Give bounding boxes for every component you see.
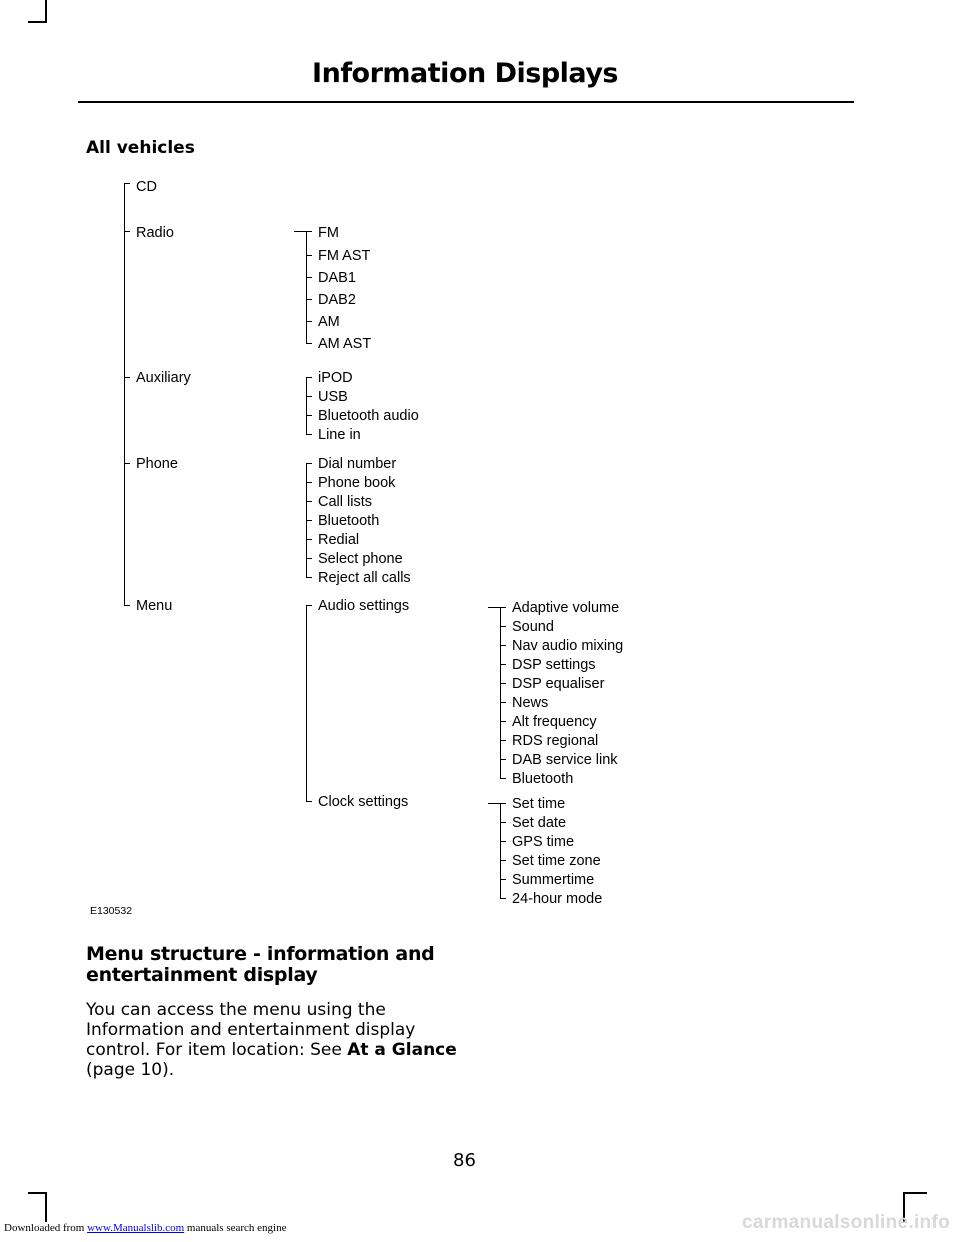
phone-item: Dial number	[318, 456, 397, 472]
menu-item-radio: Radio	[136, 225, 174, 241]
tree-connector	[500, 860, 506, 861]
audio-settings-item: Adaptive volume	[512, 600, 620, 616]
clock-settings-item: Set time	[512, 796, 566, 812]
tree-connector	[500, 759, 506, 760]
tree-connector	[306, 501, 312, 502]
tree-connector	[500, 841, 506, 842]
tree-connector	[306, 558, 312, 559]
tree-connector	[500, 721, 506, 722]
phone-item: Reject all calls	[318, 570, 411, 586]
tree-connector	[500, 683, 506, 684]
tree-connector	[306, 415, 312, 416]
radio-item: FM AST	[318, 248, 371, 264]
tree-connector	[500, 778, 506, 779]
radio-item: FM	[318, 225, 339, 241]
audio-settings-item: RDS regional	[512, 733, 599, 749]
tree-connector	[488, 803, 506, 804]
cross-reference-link[interactable]: At a Glance	[347, 1040, 457, 1060]
tree-connector	[124, 231, 130, 232]
audio-settings-item: News	[512, 695, 549, 711]
tree-connector	[500, 626, 506, 627]
tree-connector	[500, 645, 506, 646]
tree-connector	[306, 231, 307, 344]
clock-settings-item: GPS time	[512, 834, 575, 850]
download-footer	[4, 1222, 286, 1234]
body-paragraph	[86, 1000, 466, 1080]
tree-connector	[306, 434, 312, 435]
tree-connector	[124, 605, 130, 606]
watermark: carmanualsonline.info	[742, 1212, 950, 1233]
crop-mark-top-left	[28, 21, 47, 23]
auxiliary-item: Bluetooth audio	[318, 408, 419, 424]
tree-connector	[124, 183, 125, 605]
radio-item: DAB1	[318, 270, 356, 286]
footer-suffix: manuals search engine	[184, 1222, 287, 1234]
tree-connector	[306, 520, 312, 521]
tree-connector	[306, 539, 312, 540]
tree-connector	[500, 898, 506, 899]
clock-settings-item: Summertime	[512, 872, 595, 888]
tree-connector	[500, 607, 501, 778]
tree-connector	[500, 822, 506, 823]
audio-settings-item: Nav audio mixing	[512, 638, 624, 654]
radio-item: AM	[318, 314, 340, 330]
tree-connector	[294, 231, 312, 232]
page-number: 86	[453, 1150, 476, 1171]
tree-connector	[306, 396, 312, 397]
tree-connector	[306, 277, 312, 278]
clock-settings-item: Set date	[512, 815, 567, 831]
menu-sub-item-clock-settings: Clock settings	[318, 794, 409, 810]
tree-connector	[500, 664, 506, 665]
clock-settings-item: Set time zone	[512, 853, 601, 869]
tree-connector	[124, 377, 130, 378]
manualslib-link[interactable]: www.Manualslib.com	[87, 1222, 185, 1234]
menu-item-cd: CD	[136, 179, 157, 195]
phone-item: Call lists	[318, 494, 372, 510]
phone-item: Redial	[318, 532, 360, 548]
tree-connector	[306, 482, 312, 483]
body-text-part: You can access the menu using the Information and entertainment display control. For item location: See	[86, 1000, 416, 1060]
tree-connector	[306, 605, 307, 801]
tree-connector	[306, 605, 312, 606]
tree-connector	[306, 299, 312, 300]
crop-mark-top-left	[45, 0, 47, 22]
menu-item-menu: Menu	[136, 598, 173, 614]
tree-connector	[306, 343, 312, 344]
radio-item: AM AST	[318, 336, 372, 352]
figure-id: E130532	[90, 905, 133, 917]
tree-connector	[306, 255, 312, 256]
auxiliary-item: USB	[318, 389, 348, 405]
footer-prefix: Downloaded from	[4, 1222, 88, 1234]
page-title: Information Displays	[312, 58, 618, 89]
tree-connector	[306, 801, 312, 802]
tree-connector	[306, 463, 312, 464]
crop-mark-bottom-left	[45, 1192, 47, 1222]
menu-item-phone: Phone	[136, 456, 178, 472]
body-text-part: (page 10).	[86, 1060, 175, 1080]
clock-settings-item: 24-hour mode	[512, 891, 603, 907]
crop-mark-bottom-right	[905, 1192, 927, 1194]
tree-connector	[500, 879, 506, 880]
audio-settings-item: DAB service link	[512, 752, 618, 768]
phone-item: Bluetooth	[318, 513, 380, 529]
phone-item: Select phone	[318, 551, 403, 567]
audio-settings-item: Bluetooth	[512, 771, 574, 787]
tree-connector	[306, 377, 312, 378]
sub-heading: Menu structure - information and entertainment display	[86, 943, 435, 986]
tree-connector	[488, 607, 506, 608]
tree-connector	[500, 702, 506, 703]
menu-sub-item-audio-settings: Audio settings	[318, 598, 410, 614]
audio-settings-item: DSP settings	[512, 657, 596, 673]
tree-connector	[306, 577, 312, 578]
menu-item-auxiliary: Auxiliary	[136, 370, 191, 386]
audio-settings-item: Alt frequency	[512, 714, 597, 730]
tree-connector	[500, 803, 501, 899]
tree-connector	[124, 463, 130, 464]
tree-connector	[500, 740, 506, 741]
audio-settings-item: DSP equaliser	[512, 676, 605, 692]
audio-settings-item: Sound	[512, 619, 554, 635]
auxiliary-item: Line in	[318, 427, 361, 443]
header-divider	[78, 101, 854, 103]
tree-connector	[124, 183, 130, 184]
radio-item: DAB2	[318, 292, 356, 308]
section-label: All vehicles	[86, 138, 195, 158]
tree-connector	[306, 377, 307, 435]
phone-item: Phone book	[318, 475, 396, 491]
tree-connector	[306, 321, 312, 322]
auxiliary-item: iPOD	[318, 370, 353, 386]
